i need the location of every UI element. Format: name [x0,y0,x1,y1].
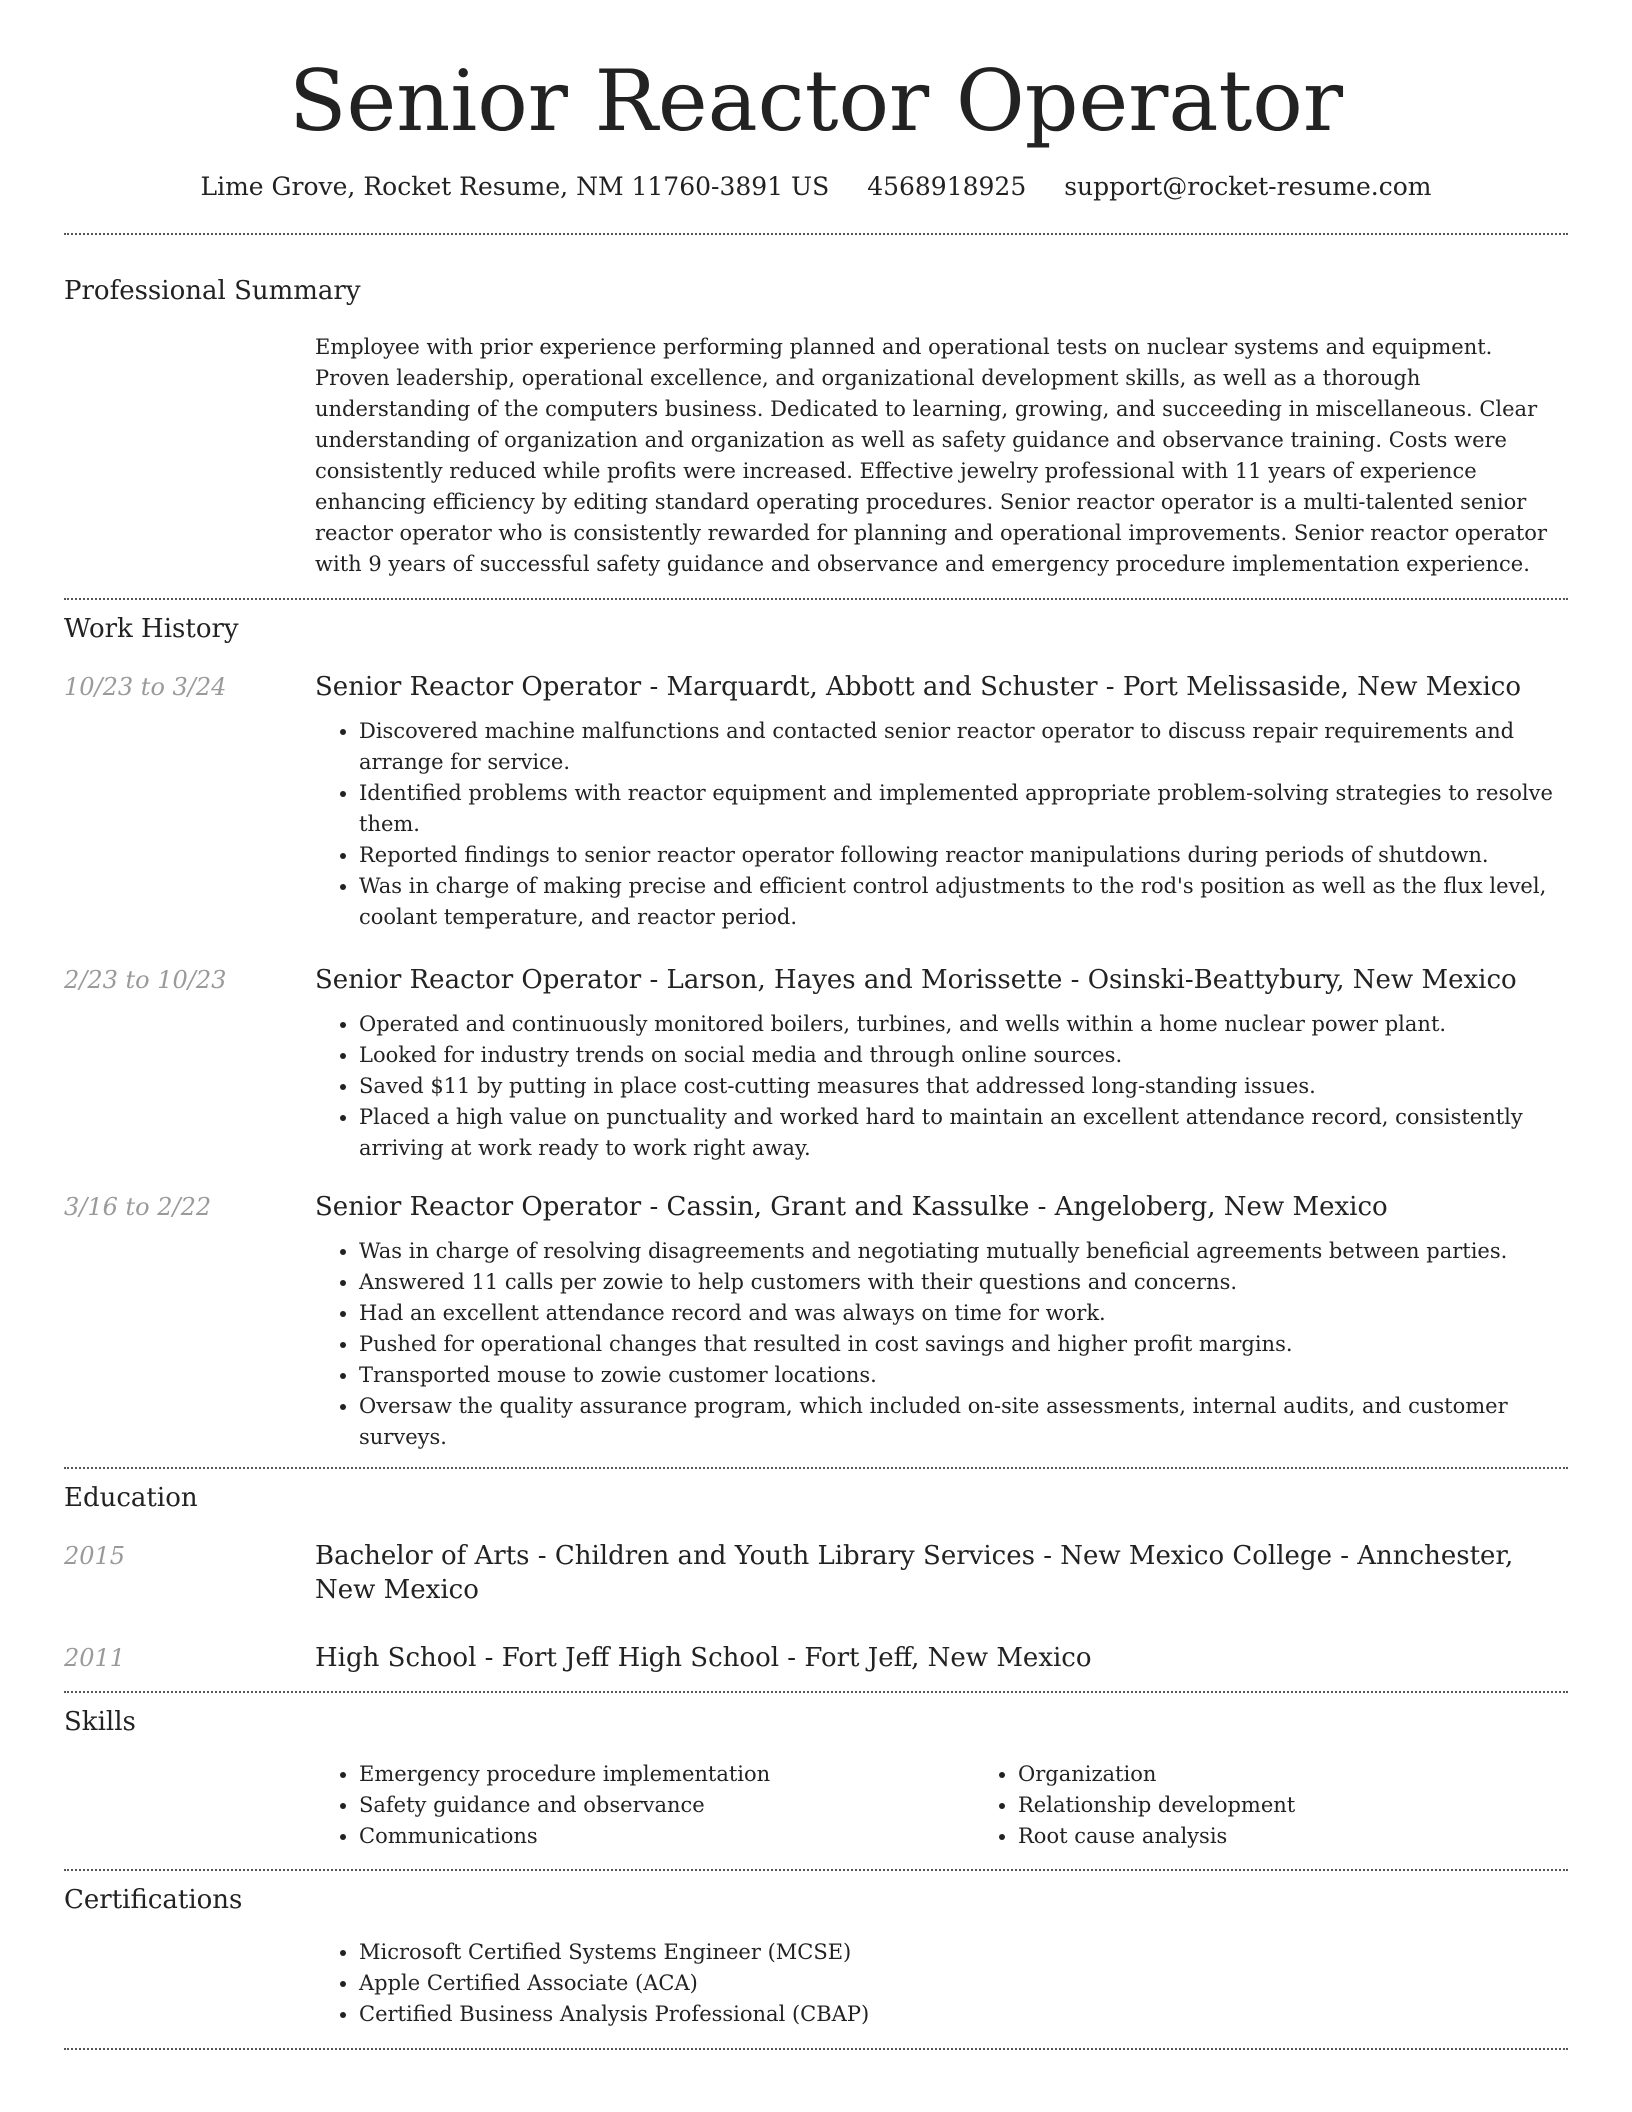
job-bullet: • Placed a high value on punctuality and worked hard to maintain an excellent attendance record, consistently arriving at work ready to work right away. [359,1102,1568,1164]
education-degree: High School [315,1643,477,1673]
summary-section [64,274,1568,580]
education-date: 2015 [64,1542,126,1570]
job-title [315,1190,1568,1224]
resume-header [64,0,1568,204]
certifications-row [64,1937,1568,2030]
job-entry [64,670,1568,933]
section-divider [64,1869,1568,1871]
section-divider [64,1691,1568,1693]
job-bullets-row [64,716,1568,933]
job-dates: 10/23 to 3/24 [64,673,227,701]
job-bullet: • Was in charge of making precise and efficient control adjustments to the rod's position as well as the flux level, coolant temperature, and reactor period. [359,871,1568,933]
job-bullet: • Reported findings to senior reactor operator following reactor manipulations during periods of shutdown. [359,840,1568,871]
job-bullet: • Oversaw the quality assurance program, which included on-site assessments, internal audits, and customer surveys. [359,1391,1568,1453]
skill-item: • Root cause analysis [1018,1821,1632,1852]
job-position: Senior Reactor Operator [315,672,642,702]
summary-spacer [64,332,315,580]
education-date: 2011 [64,1644,126,1672]
job-title [315,963,1568,997]
summary-text: Employee with prior experience performing planned and operational tests on nuclear systems and equipment. Proven leadership, operational excellence, and organizational development skills, as well as a thorough understanding of the computers business. Dedicated to learning, growing, and succeeding in miscellaneous. Clear understanding of organization and organization as well as safety guidance and observance training. Costs were consistently reduced while profits were increased. Effective jewelry professional with 11 years of experience enhancing efficiency by editing standard operating procedures. Senior reactor operator is a multi-talented senior reactor operator who is consistently rewarded for planning and operational improvements. Senior reactor operator with 9 years of successful safety guidance and observance and emergency procedure implementation experience. [315,335,1547,576]
section-divider [64,2048,1568,2050]
section-divider [64,1467,1568,1469]
job-bullet: • Had an excellent attendance record and was always on time for work. [359,1298,1568,1329]
skill-item: • Organization [1018,1759,1632,1790]
job-details: - Cassin, Grant and Kassulke - Angeloberg, New Mexico [641,1192,1388,1222]
certifications-spacer [64,1937,315,2030]
job-bullets [315,1009,1568,1164]
education-title [315,1641,1568,1675]
job-spacer [64,716,315,933]
certifications-col [315,1937,1568,2030]
education-title [315,1539,1568,1607]
job-details: - Marquardt, Abbott and Schuster - Port Melissaside, New Mexico [641,672,1521,702]
skills-row [64,1759,1568,1852]
education-entry [64,1641,1568,1675]
contact-address: Lime Grove, Rocket Resume, NM 11760-3891 US [200,172,830,201]
skills-list-right [974,1759,1632,1852]
section-divider [64,598,1568,600]
job-spacer [64,1236,315,1453]
job-bullet: • Discovered machine malfunctions and contacted senior reactor operator to discuss repair requirements and arrange for service. [359,716,1568,778]
job-spacer [64,1009,315,1164]
skills-section [64,1705,1568,1852]
education-section [64,1481,1568,1675]
job-bullets-row [64,1009,1568,1164]
education-details: - Fort Jeff High School - Fort Jeff, New Mexico [476,1643,1092,1673]
education-degree: Bachelor of Arts - Children and Youth Library Services [315,1541,1035,1571]
job-header [64,963,1568,997]
skills-list-left [315,1759,974,1852]
certifications-list [315,1937,1568,2030]
job-bullets-row [64,1236,1568,1453]
job-dates: 3/16 to 2/22 [64,1193,212,1221]
job-position: Senior Reactor Operator [315,965,642,995]
job-bullet: • Pushed for operational changes that resulted in cost savings and higher profit margins. [359,1329,1568,1360]
work-history-section [64,612,1568,1453]
job-bullet: • Looked for industry trends on social media and through online sources. [359,1040,1568,1071]
job-bullet: • Was in charge of resolving disagreements and negotiating mutually beneficial agreements between parties. [359,1236,1568,1267]
skill-item: • Emergency procedure implementation [359,1759,974,1790]
section-title-summary: Professional Summary [64,276,361,306]
summary-row [64,332,1568,580]
section-divider [64,233,1568,235]
section-title-work: Work History [64,614,239,644]
job-bullets-col [315,1009,1568,1164]
job-bullet: • Identified problems with reactor equipment and implemented appropriate problem-solving strategies to resolve them. [359,778,1568,840]
job-bullet: • Operated and continuously monitored boilers, turbines, and wells within a home nuclear power plant. [359,1009,1568,1040]
skill-item: • Safety guidance and observance [359,1790,974,1821]
job-bullet: • Transported mouse to zowie customer locations. [359,1360,1568,1391]
job-header [64,1190,1568,1224]
skill-item: • Communications [359,1821,974,1852]
education-entry [64,1539,1568,1607]
contact-phone: 4568918925 [867,172,1027,201]
job-bullets-col [315,1236,1568,1453]
candidate-name: Senior Reactor Operator [289,52,1343,150]
education-details: - New Mexico College - Annchester, New Mexico [315,1541,1514,1605]
skill-item: • Relationship development [1018,1790,1632,1821]
certification-item: • Apple Certified Associate (ACA) [359,1968,1568,1999]
job-entry [64,1190,1568,1453]
contact-email: support@rocket-resume.com [1064,172,1432,201]
job-title [315,670,1568,704]
section-title-skills: Skills [64,1707,136,1737]
section-title-certifications: Certifications [64,1885,243,1915]
job-bullet: • Answered 11 calls per zowie to help customers with their questions and concerns. [359,1267,1568,1298]
job-entry [64,963,1568,1164]
job-bullets [315,716,1568,933]
summary-body [315,332,1568,580]
certification-item: • Microsoft Certified Systems Engineer (MCSE) [359,1937,1568,1968]
certification-item: • Certified Business Analysis Professional (CBAP) [359,1999,1568,2030]
contact-line [64,170,1568,204]
job-details: - Larson, Hayes and Morissette - Osinski-Beattybury, New Mexico [641,965,1517,995]
job-dates: 2/23 to 10/23 [64,966,227,994]
job-bullets [315,1236,1568,1453]
certifications-section [64,1883,1568,2030]
skills-spacer [64,1759,315,1852]
job-bullet: • Saved $11 by putting in place cost-cutting measures that addressed long-standing issues. [359,1071,1568,1102]
job-position: Senior Reactor Operator [315,1192,642,1222]
section-title-education: Education [64,1483,198,1513]
job-header [64,670,1568,704]
job-bullets-col [315,716,1568,933]
skills-grid [315,1759,1632,1852]
